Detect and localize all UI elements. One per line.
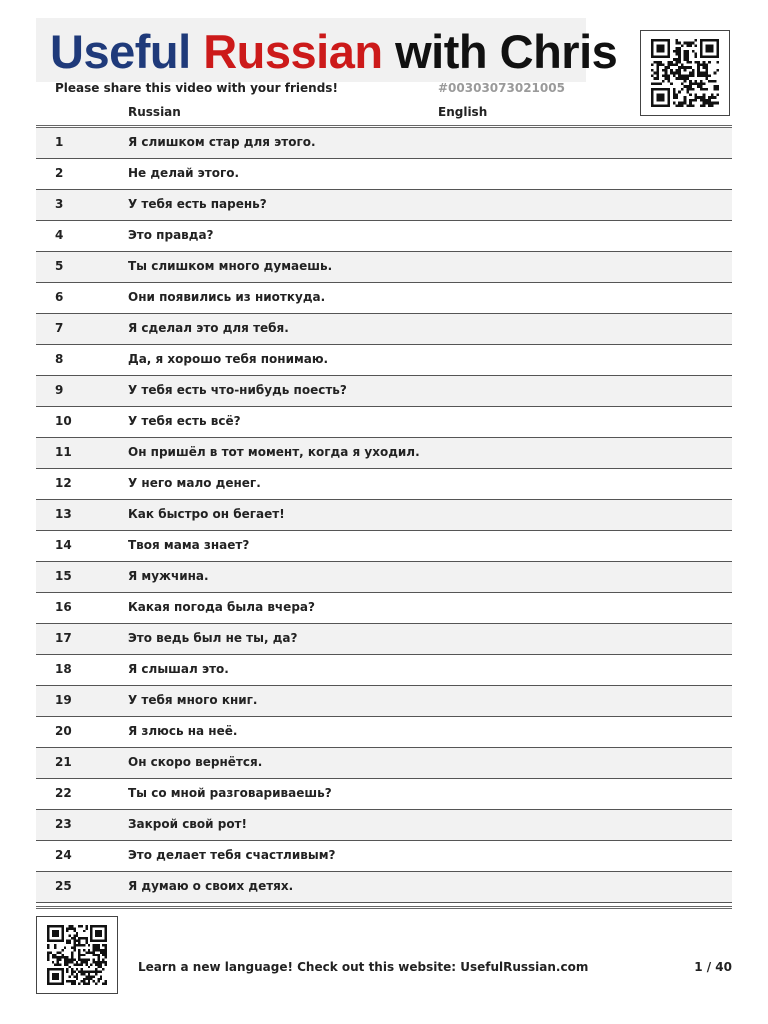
russian-phrase: Я слишком стар для этого.: [128, 135, 316, 149]
qr-code-icon: [649, 39, 721, 107]
table-row: [36, 841, 732, 872]
table-row: [36, 655, 732, 686]
russian-phrase: Не делай этого.: [128, 166, 240, 180]
russian-phrase: Это правда?: [128, 228, 214, 242]
row-number: 22: [55, 786, 72, 800]
russian-phrase: Ты слишком много думаешь.: [128, 259, 333, 273]
qr-code-top[interactable]: [640, 30, 730, 116]
row-number: 1: [55, 135, 64, 149]
page-title: [50, 24, 617, 80]
russian-phrase: Твоя мама знает?: [128, 538, 250, 552]
russian-phrase: У тебя много книг.: [128, 693, 258, 707]
table-row: [36, 469, 732, 500]
row-number: 15: [55, 569, 72, 583]
table-row: [36, 438, 732, 469]
russian-phrase: Да, я хорошо тебя понимаю.: [128, 352, 329, 366]
russian-phrase: У тебя есть всё?: [128, 414, 241, 428]
page-number: 1 / 40: [694, 960, 732, 974]
table-row: [36, 407, 732, 438]
row-number: 21: [55, 755, 72, 769]
video-code: #00303073021005: [438, 81, 565, 95]
russian-phrase: Ты со мной разговариваешь?: [128, 786, 332, 800]
row-number: 4: [55, 228, 64, 242]
row-number: 25: [55, 879, 72, 893]
row-number: 8: [55, 352, 64, 366]
row-number: 14: [55, 538, 72, 552]
table-row: [36, 345, 732, 376]
table-row: [36, 717, 732, 748]
row-number: 9: [55, 383, 64, 397]
row-number: 2: [55, 166, 64, 180]
row-number: 5: [55, 259, 64, 273]
qr-code-bottom[interactable]: [36, 916, 118, 994]
table-row: [36, 810, 732, 841]
russian-phrase: Я злюсь на неё.: [128, 724, 238, 738]
russian-phrase: Он пришёл в тот момент, когда я уходил.: [128, 445, 420, 459]
row-number: 24: [55, 848, 72, 862]
title-part-russian: Russian: [203, 25, 383, 78]
table-row: [36, 779, 732, 810]
table-row: [36, 376, 732, 407]
row-number: 7: [55, 321, 64, 335]
russian-phrase: Я слышал это.: [128, 662, 229, 676]
russian-phrase: У тебя есть парень?: [128, 197, 267, 211]
russian-phrase: У него мало денег.: [128, 476, 261, 490]
russian-phrase: Я мужчина.: [128, 569, 209, 583]
row-number: 10: [55, 414, 72, 428]
title-part-useful: Useful: [50, 25, 191, 78]
row-number: 13: [55, 507, 72, 521]
footer-message[interactable]: Learn a new language! Check out this website: UsefulRussian.com: [138, 960, 589, 974]
qr-code-graphic: [45, 925, 109, 985]
table-row: [36, 593, 732, 624]
table-row: [36, 221, 732, 252]
column-header-russian: Russian: [128, 105, 181, 119]
qr-code-graphic: [649, 39, 721, 107]
russian-phrase: Это делает тебя счастливым?: [128, 848, 336, 862]
table-row: [36, 748, 732, 779]
row-number: 16: [55, 600, 72, 614]
table-row: [36, 190, 732, 221]
row-number: 20: [55, 724, 72, 738]
title-banner: [36, 18, 618, 82]
row-number: 12: [55, 476, 72, 490]
row-number: 3: [55, 197, 64, 211]
russian-phrase: Как быстро он бегает!: [128, 507, 285, 521]
russian-phrase: Он скоро вернётся.: [128, 755, 263, 769]
table-row: [36, 159, 732, 190]
russian-phrase: У тебя есть что-нибудь поесть?: [128, 383, 347, 397]
table-row: [36, 686, 732, 717]
title-part-with-chris: with Chris: [395, 25, 618, 78]
share-message: Please share this video with your friends!: [55, 81, 338, 95]
qr-code-icon: [45, 925, 109, 985]
table-row: [36, 283, 732, 314]
row-number: 6: [55, 290, 64, 304]
russian-phrase: Они появились из ниоткуда.: [128, 290, 326, 304]
table-row: [36, 252, 732, 283]
table-row: [36, 531, 732, 562]
table-row: [36, 562, 732, 593]
phrase-table: [36, 128, 732, 903]
row-number: 19: [55, 693, 72, 707]
russian-phrase: Это ведь был не ты, да?: [128, 631, 298, 645]
russian-phrase: Я сделал это для тебя.: [128, 321, 289, 335]
table-bottom-divider: [36, 906, 732, 909]
row-number: 23: [55, 817, 72, 831]
table-row: [36, 128, 732, 159]
russian-phrase: Какая погода была вчера?: [128, 600, 315, 614]
table-row: [36, 314, 732, 345]
row-number: 18: [55, 662, 72, 676]
column-header-english: English: [438, 105, 488, 119]
russian-phrase: Закрой свой рот!: [128, 817, 247, 831]
table-row: [36, 872, 732, 903]
row-number: 17: [55, 631, 72, 645]
table-row: [36, 500, 732, 531]
table-row: [36, 624, 732, 655]
row-number: 11: [55, 445, 72, 459]
russian-phrase: Я думаю о своих детях.: [128, 879, 294, 893]
